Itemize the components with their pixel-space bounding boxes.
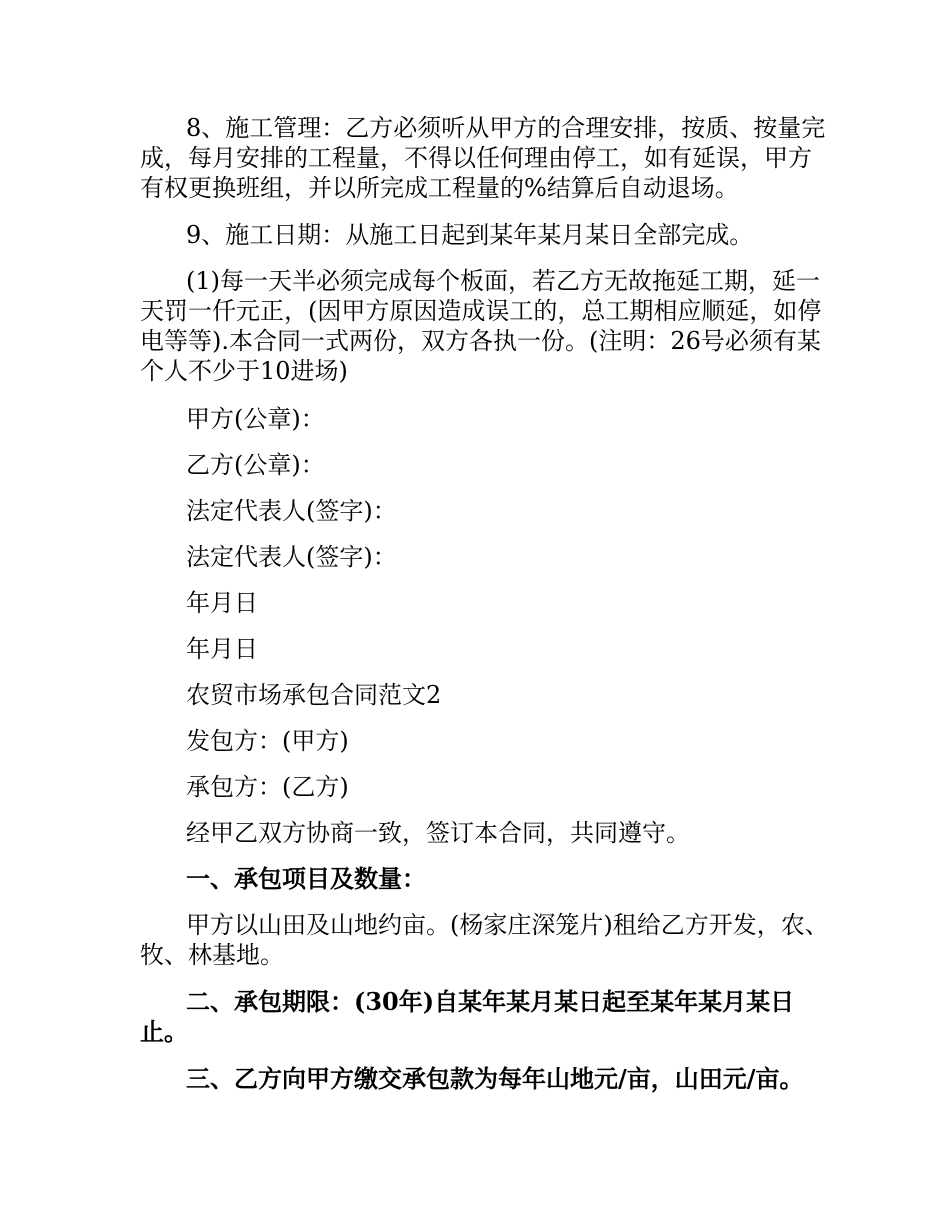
section-1-body: 甲方以山田及山地约亩。(杨家庄深笼片)租给乙方开发，农、牧、林基地。	[140, 911, 829, 969]
section-1-heading: 一、承包项目及数量：	[186, 864, 426, 893]
section-2-contract-term: 二、承包期限：(30年)自某年某月某日起至某年某月某日止。	[140, 987, 795, 1046]
agreement-statement: 经甲乙双方协商一致，签订本合同，共同遵守。	[186, 819, 690, 847]
clause-9-construction-date: 9、施工日期：从施工日起到某年某月某日全部完成。	[186, 221, 754, 249]
contractor-party-line: 承包方：(乙方)	[186, 773, 349, 801]
section-3-contract-fee: 三、乙方向甲方缴交承包款为每年山地元/亩，山田元/亩。	[186, 1064, 804, 1093]
legal-representative-signature-b: 法定代表人(签字)：	[186, 543, 397, 571]
legal-representative-signature-a: 法定代表人(签字)：	[186, 497, 397, 525]
date-line-a: 年月日	[186, 589, 258, 617]
party-b-seal-line: 乙方(公章)：	[186, 451, 325, 479]
party-a-seal-line: 甲方(公章)：	[186, 405, 325, 433]
contracting-party-line: 发包方：(甲方)	[186, 727, 349, 755]
clause-9-1-schedule-penalty: (1)每一天半必须完成每个板面，若乙方无故拖延工期，延一天罚一仟元正，(因甲方原因造成误工的，总工期相应顺延，如停电等等).本合同一式两份，双方各执一份。(注明：26号必须有某个人不少于10进场)	[140, 267, 822, 385]
clause-8-construction-management: 8、施工管理：乙方必须听从甲方的合理安排，按质、按量完成，每月安排的工程量，不得以任何理由停工，如有延误，甲方有权更换班组，并以所完成工程量的%结算后自动退场。	[140, 114, 826, 202]
contract-title-2: 农贸市场承包合同范文2	[186, 681, 442, 709]
date-line-b: 年月日	[186, 635, 258, 663]
